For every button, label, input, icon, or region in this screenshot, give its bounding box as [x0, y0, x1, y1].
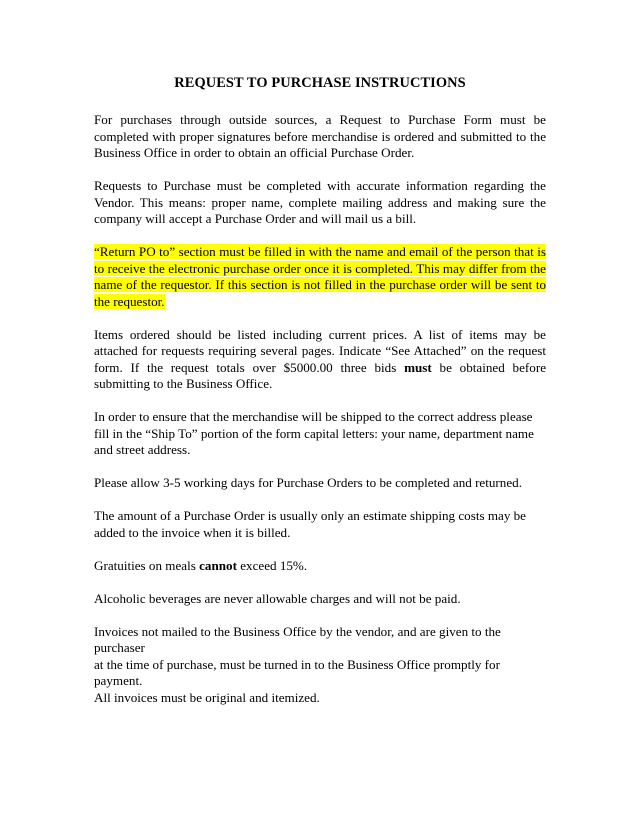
paragraph-line: Invoices not mailed to the Business Office by the vendor, and are given to the purchaser [94, 623, 501, 655]
paragraph-line: All invoices must be original and itemized. [94, 689, 320, 705]
paragraph-text: Items ordered should be listed including current prices. A list of items may be attached for requests requiring several pages. Indicate “See Attached” on the request form. If the request totals over $5000.00 three bids [94, 326, 546, 375]
paragraph-text: exceed 15%. [236, 557, 308, 573]
paragraph-alcohol: Alcoholic beverages are never allowable charges and will not be paid. [94, 590, 461, 606]
paragraph-processing-time: Please allow 3-5 working days for Purchase Orders to be completed and returned. [94, 475, 522, 490]
paragraph-return-po-to [94, 244, 546, 310]
document-body [94, 74, 546, 723]
highlighted-text: “Return PO to” section must be filled in with the name and email of the person that is to receive the electronic purchase order once it is completed. This may differ from the name of the requestor. If this section is not filled in the purchase order will be sent to the requestor. [94, 244, 546, 309]
paragraph-line: at the time of purchase, must be turned in to the Business Office promptly for payment. [94, 656, 500, 688]
paragraph-ship-to: In order to ensure that the merchandise will be shipped to the correct address please fill in the “Ship To” portion of the form capital letters: your name, department name and street address. [94, 409, 534, 457]
paragraph-text: be obtained before submitting to the Business Office. [94, 359, 546, 391]
emphasis-text: cannot [199, 557, 237, 573]
page-title: REQUEST TO PURCHASE INSTRUCTIONS [174, 75, 466, 91]
paragraph-text: Gratuities on meals [94, 557, 200, 573]
paragraph-gratuities [94, 558, 546, 575]
paragraph-invoices [94, 624, 546, 707]
emphasis-text: must [404, 359, 432, 375]
paragraph-purchase-requirements: For purchases through outside sources, a Request to Purchase Form must be completed with proper signatures before merchandise is ordered and submitted to the Business Office in order to obtain an official Purchase Order. [94, 112, 546, 160]
paragraph-items-ordered [94, 327, 546, 393]
paragraph-vendor-information: Requests to Purchase must be completed with accurate information regarding the Vendor. This means: proper name, complete mailing address and making sure the company will accept a Purchase Order and will mail us a bill. [94, 178, 546, 226]
paragraph-estimate-shipping: The amount of a Purchase Order is usually only an estimate shipping costs may be added to the invoice when it is billed. [94, 508, 526, 540]
